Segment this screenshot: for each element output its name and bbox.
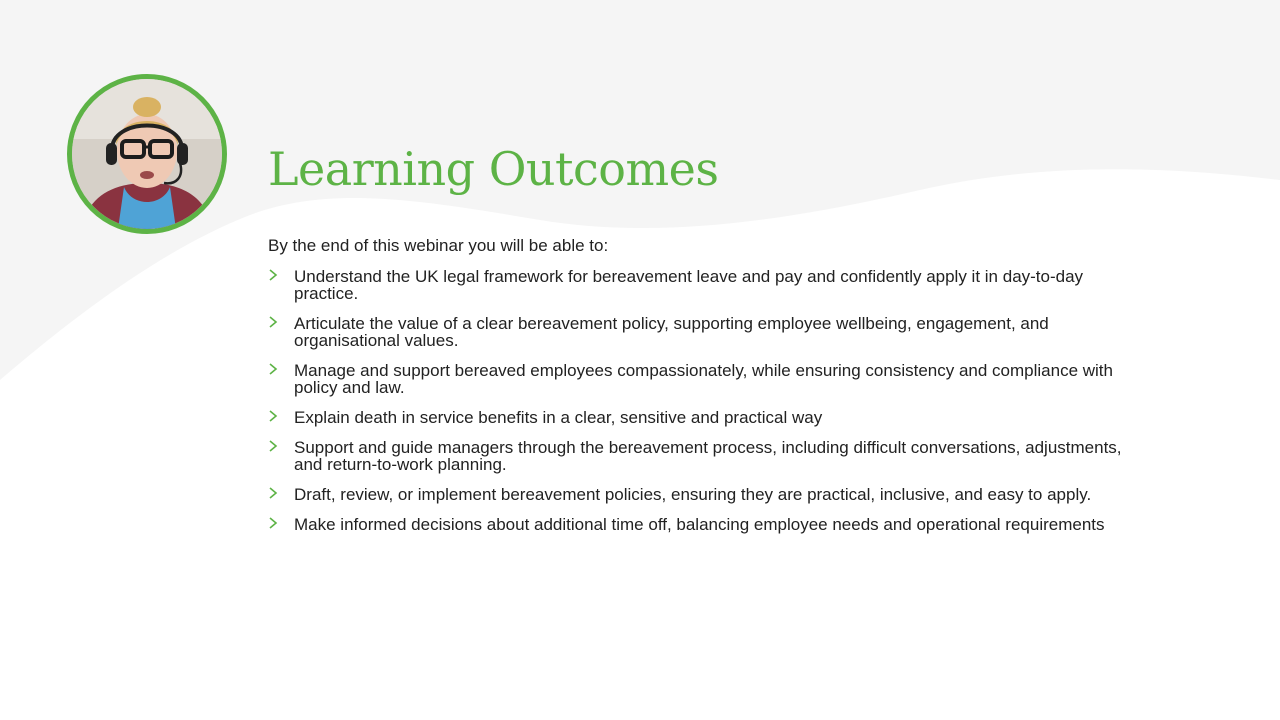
outcome-item [268, 439, 1138, 473]
outcome-item [268, 315, 1138, 349]
outcome-item [268, 486, 1138, 503]
outcome-text: Articulate the value of a clear bereavement policy, supporting employee wellbeing, engagement, and organisational values. [294, 314, 1049, 350]
chevron-right-icon [268, 486, 278, 500]
outcome-item [268, 516, 1138, 533]
chevron-right-icon [268, 516, 278, 530]
outcome-text: Support and guide managers through the bereavement process, including difficult conversations, adjustments, and return-to-work planning. [294, 438, 1122, 474]
chevron-right-icon [268, 315, 278, 329]
outcome-text: Draft, review, or implement bereavement policies, ensuring they are practical, inclusive, and easy to apply. [294, 485, 1092, 504]
presenter-portrait-icon [72, 79, 222, 229]
outcome-text: Explain death in service benefits in a clear, sensitive and practical way [294, 408, 823, 427]
outcome-text: Manage and support bereaved employees compassionately, while ensuring consistency and compliance with policy and law. [294, 361, 1113, 397]
presenter-video[interactable] [67, 74, 227, 234]
outcomes-list [268, 268, 1138, 546]
chevron-right-icon [268, 439, 278, 453]
outcome-text: Understand the UK legal framework for bereavement leave and pay and confidently apply it in day-to-day practice. [294, 267, 1084, 303]
outcome-item [268, 362, 1138, 396]
chevron-right-icon [268, 362, 278, 376]
chevron-right-icon [268, 409, 278, 423]
outcome-item [268, 409, 1138, 426]
outcome-text: Make informed decisions about additional time off, balancing employee needs and operational requirements [294, 515, 1105, 534]
intro-text: By the end of this webinar you will be able to: [268, 236, 609, 255]
outcome-item [268, 268, 1138, 302]
slide-title: Learning Outcomes [268, 142, 719, 196]
chevron-right-icon [268, 268, 278, 282]
